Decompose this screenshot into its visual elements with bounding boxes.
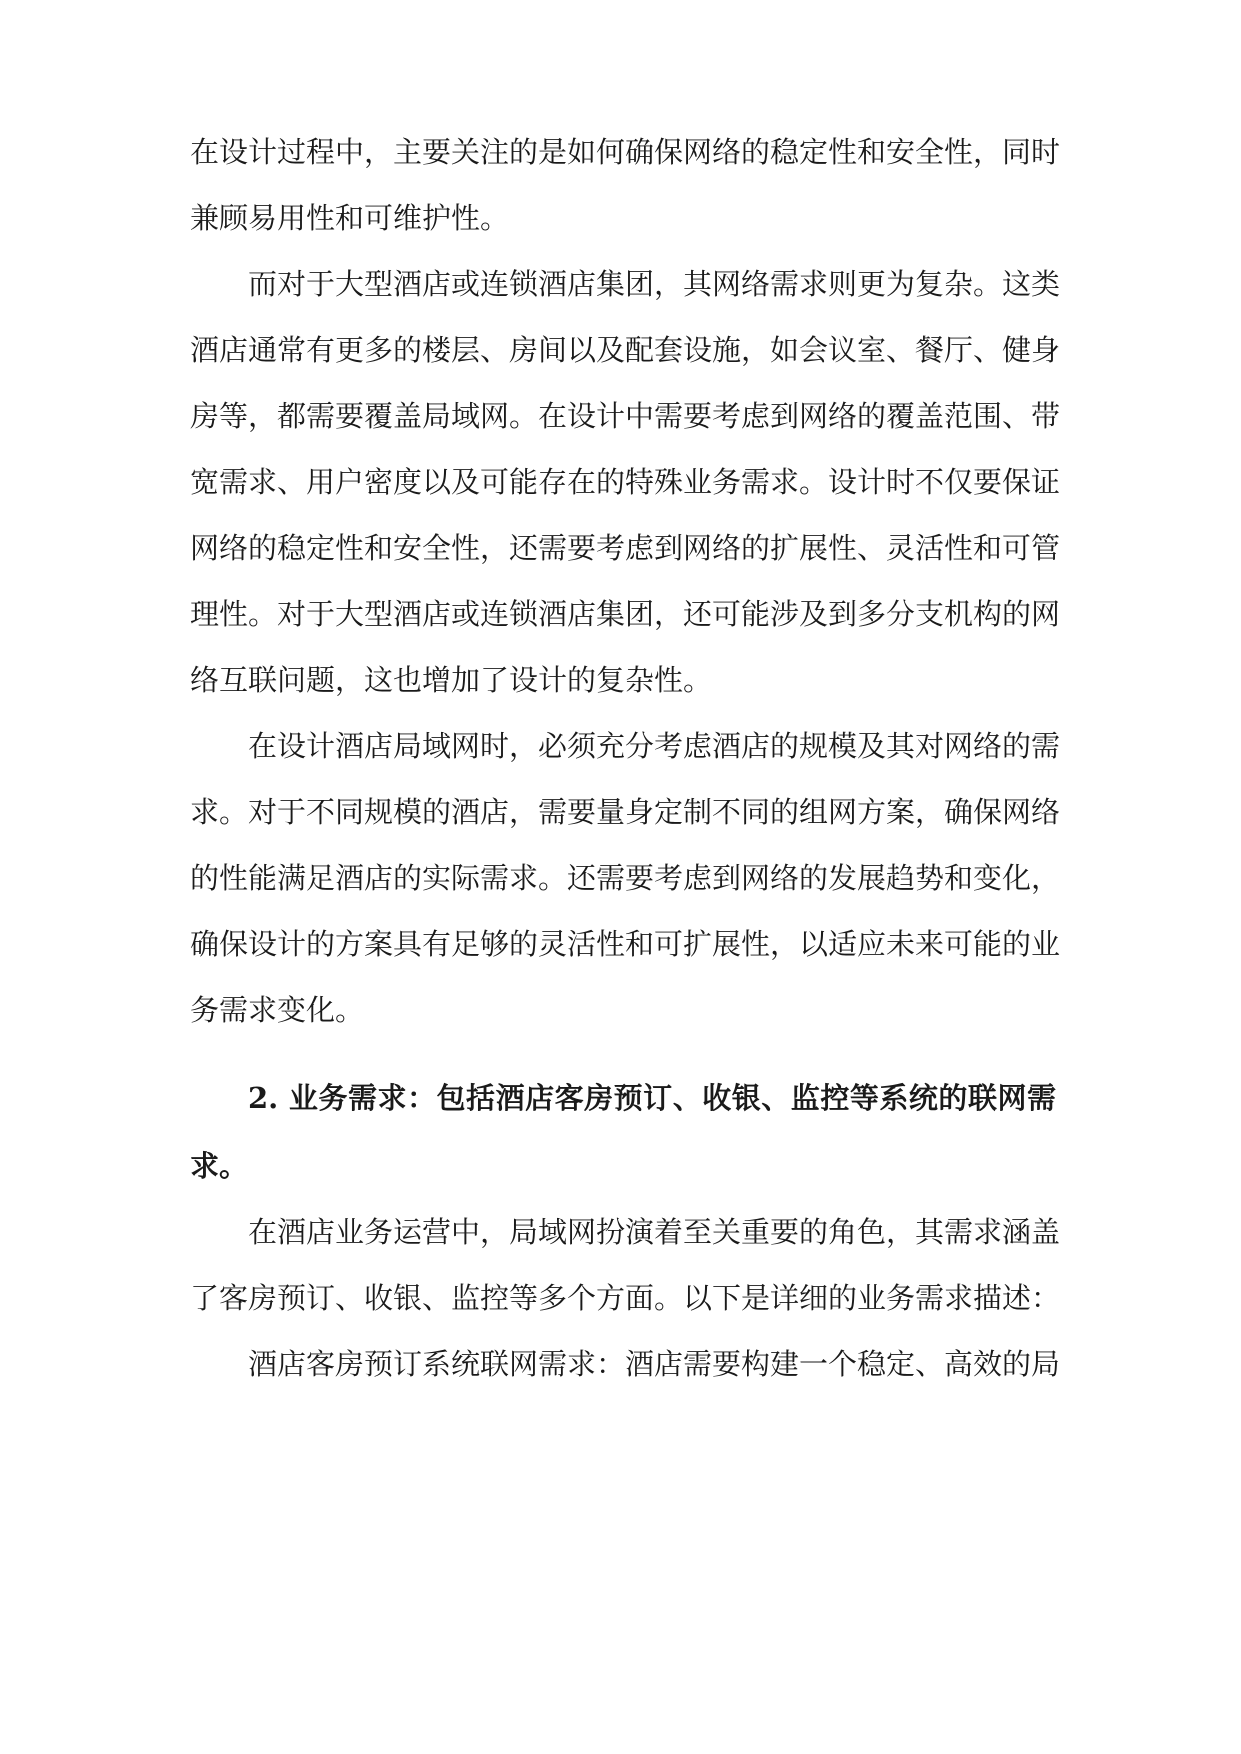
paragraph-5-line-1: 酒店客房预订系统联网需求：酒店需要构建一个稳定、高效的局 bbox=[248, 1347, 1061, 1381]
paragraph-2-line-2: 酒店通常有更多的楼层、房间以及配套设施，如会议室、餐厅、健身 bbox=[190, 333, 1061, 367]
paragraph-4-line-1: 在酒店业务运营中，局域网扮演着至关重要的角色，其需求涵盖 bbox=[248, 1215, 1061, 1249]
paragraph-3-line-4: 确保设计的方案具有足够的灵活性和可扩展性，以适应未来可能的业 bbox=[190, 927, 1061, 961]
paragraph-2-line-1: 而对于大型酒店或连锁酒店集团，其网络需求则更为复杂。这类 bbox=[248, 267, 1061, 301]
paragraph-3-line-3: 的性能满足酒店的实际需求。还需要考虑到网络的发展趋势和变化， bbox=[190, 861, 1061, 895]
paragraph-3-line-5: 务需求变化。 bbox=[190, 993, 365, 1027]
paragraph-2-line-4: 宽需求、用户密度以及可能存在的特殊业务需求。设计时不仅要保证 bbox=[190, 465, 1061, 499]
section-heading-line-2: 求。 bbox=[190, 1149, 249, 1183]
paragraph-3-line-2: 求。对于不同规模的酒店，需要量身定制不同的组网方案，确保网络 bbox=[190, 795, 1061, 829]
paragraph-1-line-1: 在设计过程中，主要关注的是如何确保网络的稳定性和安全性，同时 bbox=[190, 135, 1061, 169]
paragraph-2-line-5: 网络的稳定性和安全性，还需要考虑到网络的扩展性、灵活性和可管 bbox=[190, 531, 1061, 565]
paragraph-2-line-3: 房等，都需要覆盖局域网。在设计中需要考虑到网络的覆盖范围、带 bbox=[190, 399, 1061, 433]
paragraph-2-line-6: 理性。对于大型酒店或连锁酒店集团，还可能涉及到多分支机构的网 bbox=[190, 597, 1061, 631]
paragraph-3-line-1: 在设计酒店局域网时，必须充分考虑酒店的规模及其对网络的需 bbox=[248, 729, 1061, 763]
paragraph-2-line-7: 络互联问题，这也增加了设计的复杂性。 bbox=[190, 663, 713, 697]
paragraph-4-line-2: 了客房预订、收银、监控等多个方面。以下是详细的业务需求描述： bbox=[190, 1281, 1061, 1315]
section-heading-line-1: 2. 业务需求：包括酒店客房预订、收银、监控等系统的联网需 bbox=[248, 1081, 1056, 1115]
paragraph-1-line-2: 兼顾易用性和可维护性。 bbox=[190, 201, 510, 235]
